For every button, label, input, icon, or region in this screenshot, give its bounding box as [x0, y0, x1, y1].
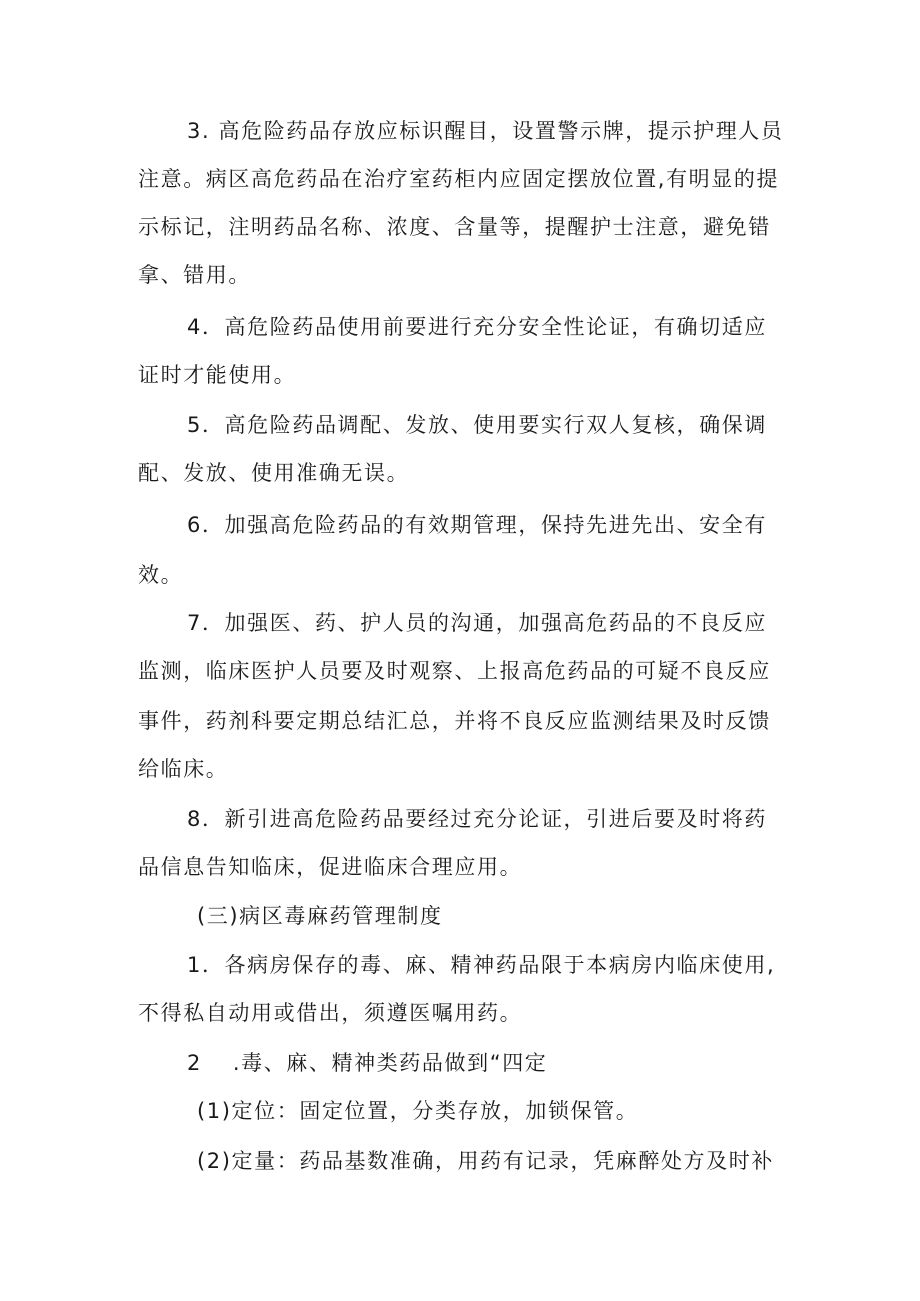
text-line: 注意。病区高危药品在治疗室药柜内应固定摆放位置,有明显的提: [138, 167, 780, 191]
text-line: 示标记，注明药品名称、浓度、含量等，提醒护士注意，避免错: [138, 215, 771, 239]
text-line: 不得私自动用或借出，须遵医嘱用药。: [138, 1001, 523, 1025]
text-line: 配、发放、使用准确无误。: [138, 461, 410, 485]
text-line: 1．各病房保存的毒、麻、精神药品限于本病房内临床使用,: [187, 953, 776, 977]
text-line: (1)定位：固定位置，分类存放，加锁保管。: [197, 1099, 639, 1123]
text-line: 事件，药剂科要定期总结汇总，并将不良反应监测结果及时反馈: [138, 709, 771, 733]
text-line: 效。: [138, 563, 184, 587]
section-heading: (三)病区毒麻药管理制度: [197, 904, 443, 928]
text-line: 8．新引进高危险药品要经过充分论证，引进后要及时将药: [187, 807, 767, 831]
text-line: 证时才能使用。: [138, 363, 297, 387]
text-line: 3. 高危险药品存放应标识醒目，设置警示牌，提示护理人员: [187, 119, 784, 143]
text-line: 6．加强高危险药品的有效期管理，保持先进先出、安全有: [187, 513, 767, 537]
text-line: 监测，临床医护人员要及时观察、上报高危药品的可疑不良反应: [138, 659, 771, 683]
text-line: 7．加强医、药、护人员的沟通，加强高危药品的不良反应: [187, 611, 767, 635]
text-line: (2)定量：药品基数准确，用药有记录，凭麻醉处方及时补: [197, 1149, 774, 1173]
text-line: 4．高危险药品使用前要进行充分安全性论证，有确切适应: [187, 315, 767, 339]
text-line: 拿、错用。: [138, 263, 251, 287]
text-line: 2 .毒、麻、精神类药品做到“四定: [187, 1051, 548, 1075]
text-line: 5．高危险药品调配、发放、使用要实行双人复核，确保调: [187, 413, 767, 437]
text-line: 给临床。: [138, 757, 229, 781]
text-line: 品信息告知临床，促进临床合理应用。: [138, 855, 523, 879]
